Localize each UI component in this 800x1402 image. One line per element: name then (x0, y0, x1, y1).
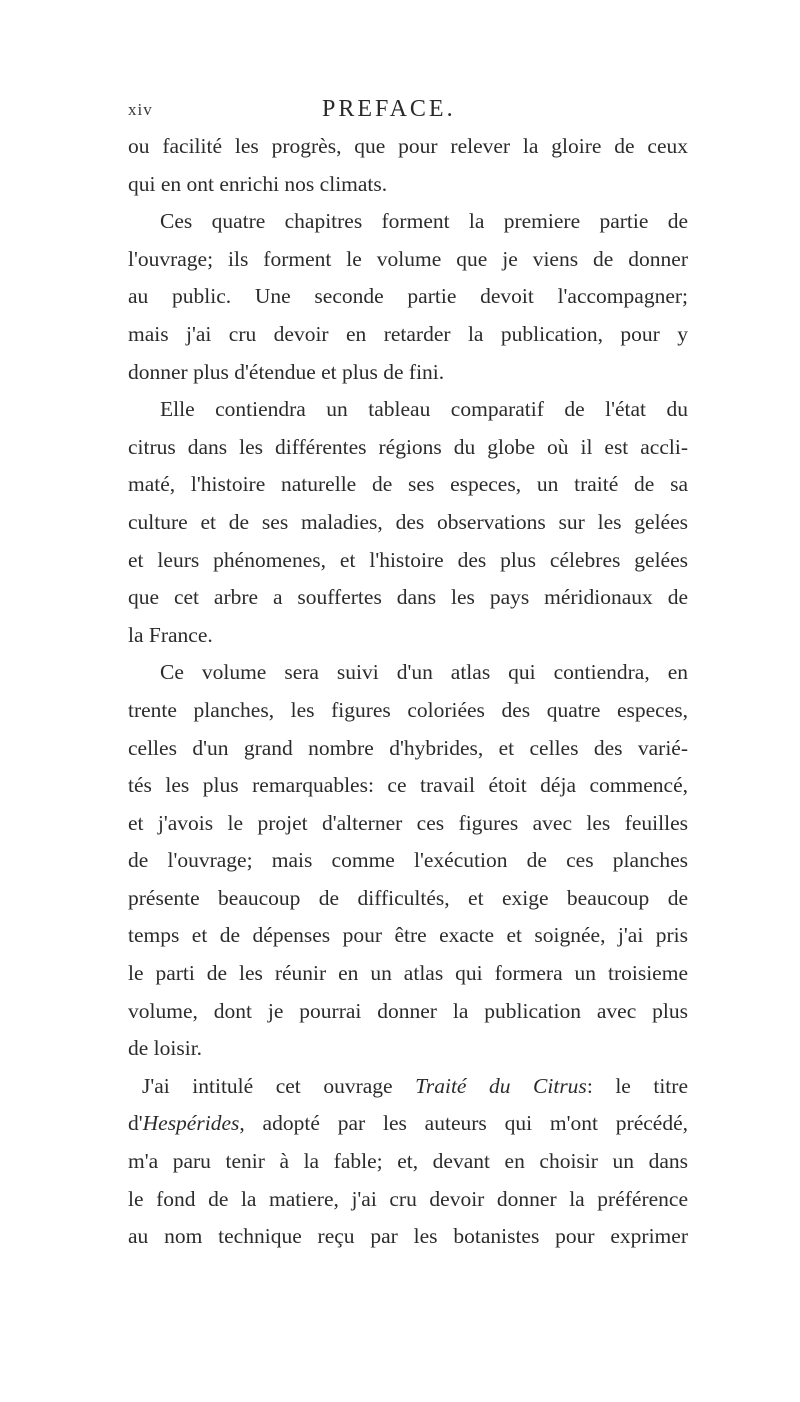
text-line: ou facilité les progrès, que pour relever la gloire de ceux (128, 134, 688, 158)
text-line: et j'avois le projet d'alterner ces figures avec les feuilles (128, 810, 688, 835)
text-line: d'Hespérides, adopté par les auteurs qui m'ont précédé, (128, 1111, 688, 1136)
book-title-italic: Traité du Citrus (415, 1073, 587, 1098)
running-head (128, 96, 688, 126)
text-line: temps et de dépenses pour être exacte et soignée, j'ai pris (128, 923, 688, 948)
text-line: Elle contiendra un tableau comparatif de l'état du (160, 397, 688, 422)
body-text (128, 128, 688, 1256)
text-line: la France. (128, 622, 213, 647)
text-line: trente planches, les figures coloriées des quatre especes, (128, 697, 688, 722)
text-line: maté, l'histoire naturelle de ses especes, un traité de sa (128, 472, 688, 497)
text-line: de l'ouvrage; mais comme l'exécution de ces planches (128, 848, 688, 873)
text-line: tés les plus remarquables: ce travail étoit déja commencé, (128, 773, 688, 798)
text-line: citrus dans les différentes régions du globe où il est accli- (128, 434, 688, 459)
running-title: PREFACE. (322, 96, 456, 122)
text-line: Ces quatre chapitres forment la premiere partie de (160, 209, 688, 234)
text-line: mais j'ai cru devoir en retarder la publication, pour y (128, 321, 688, 346)
text-line: qui en ont enrichi nos climats. (128, 171, 388, 196)
hesperides-italic: Hespérides (142, 1111, 240, 1136)
page-number: xiv (128, 100, 153, 119)
text-line: volume, dont je pourrai donner la publication avec plus (128, 998, 688, 1023)
text-line: que cet arbre a souffertes dans les pays méridionaux de (128, 585, 688, 610)
text-line: celles d'un grand nombre d'hybrides, et celles des varié- (128, 735, 688, 760)
text-line: le parti de les réunir en un atlas qui formera un troisieme (128, 961, 688, 986)
text-line: le fond de la matiere, j'ai cru devoir donner la préférence (128, 1186, 688, 1211)
text-line: au nom technique reçu par les botanistes pour exprimer (128, 1224, 688, 1249)
text-line: au public. Une seconde partie devoit l'accompagner; (128, 284, 688, 309)
text-line: de loisir. (128, 1036, 203, 1061)
text-line: et leurs phénomenes, et l'histoire des plus célebres gelées (128, 547, 688, 572)
text-line: Ce volume sera suivi d'un atlas qui contiendra, en (160, 660, 688, 685)
text-line: l'ouvrage; ils forment le volume que je viens de donner (128, 246, 688, 271)
text-line: J'ai intitulé cet ouvrage Traité du Citrus: le titre (142, 1073, 688, 1098)
text-line: présente beaucoup de difficultés, et exige beaucoup de (128, 885, 688, 910)
text-line: donner plus d'étendue et plus de fini. (128, 359, 445, 384)
text-line: m'a paru tenir à la fable; et, devant en choisir un dans (128, 1149, 688, 1174)
text-line: culture et de ses maladies, des observations sur les gelées (128, 509, 688, 534)
